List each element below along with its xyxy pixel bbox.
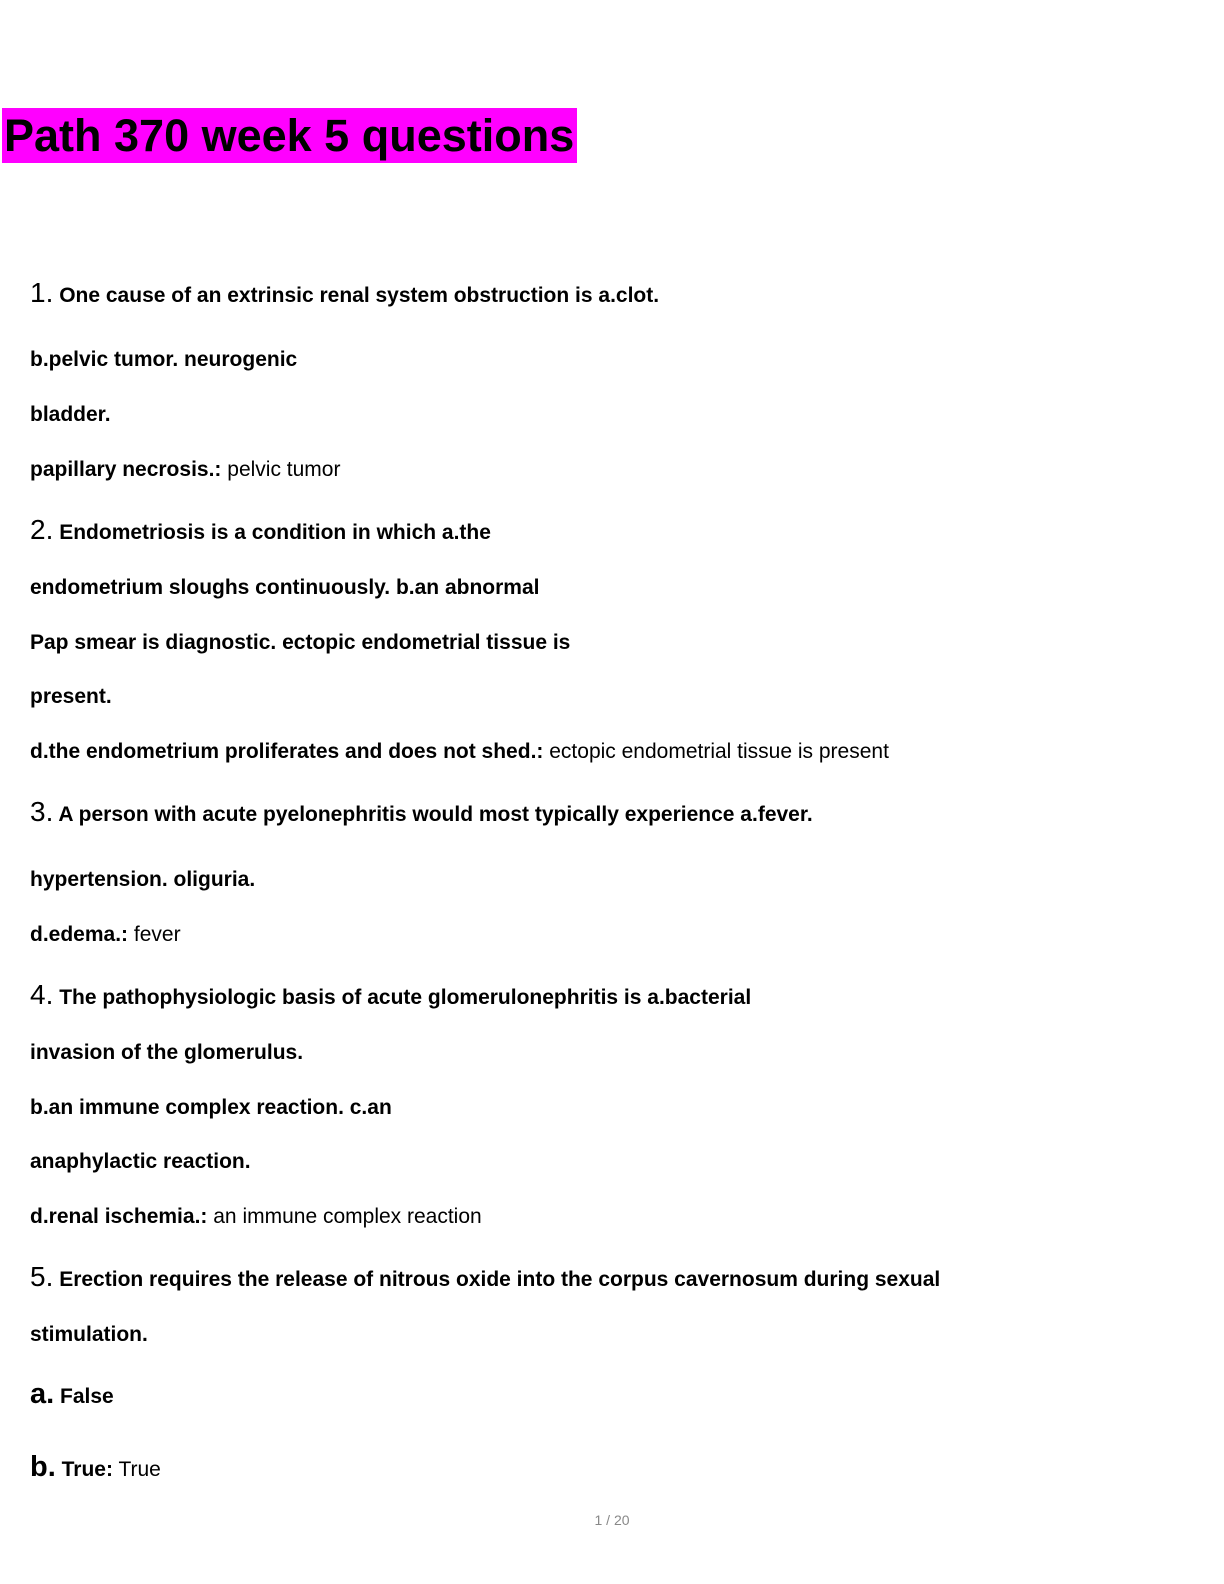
question-1-last-option: papillary necrosis.: [30, 458, 222, 481]
option-b-letter: b. [30, 1451, 56, 1483]
question-1-line: b.pelvic tumor. neurogenic [30, 348, 298, 371]
document-title: Path 370 week 5 questions [2, 108, 577, 163]
question-1-answer: pelvic tumor [227, 458, 341, 481]
question-4-answer-line [30, 1204, 482, 1230]
option-a-letter: a. [30, 1378, 55, 1410]
question-4-answer: an immune complex reaction [213, 1205, 482, 1228]
question-5-answer: True [118, 1458, 161, 1481]
question-2-line: Pap smear is diagnostic. ectopic endometrial tissue is [30, 631, 571, 654]
question-3-number: 3. [30, 796, 54, 827]
question-5-number: 5. [30, 1261, 54, 1292]
question-1-answer-line [30, 457, 340, 483]
question-1-text: One cause of an extrinsic renal system obstruction is a.clot. [59, 284, 660, 307]
question-1-line: bladder. [30, 403, 111, 426]
question-2-answer: ectopic endometrial tissue is present [549, 740, 889, 763]
question-5-text: Erection requires the release of nitrous oxide into the corpus cavernosum during sexual [59, 1268, 941, 1291]
question-3-last-option: d.edema.: [30, 923, 129, 946]
question-4-number: 4. [30, 979, 54, 1010]
question-2-answer-line [30, 739, 889, 765]
question-2-line: endometrium sloughs continuously. b.an abnormal [30, 576, 540, 599]
question-5-stem [30, 1261, 941, 1293]
question-1-number: 1. [30, 277, 54, 308]
question-5-option-b [30, 1451, 161, 1483]
question-2-number: 2. [30, 514, 54, 545]
question-3-stem [30, 796, 813, 828]
question-2-last-option: d.the endometrium proliferates and does not shed.: [30, 740, 544, 763]
option-b-text: True: [61, 1458, 113, 1481]
question-5-option-a [30, 1378, 114, 1410]
question-3-answer-line [30, 922, 181, 948]
question-1-stem [30, 277, 660, 309]
question-5-line: stimulation. [30, 1323, 148, 1346]
question-4-last-option: d.renal ischemia.: [30, 1205, 208, 1228]
option-a-text: False [60, 1385, 114, 1408]
question-2-line: present. [30, 685, 112, 708]
question-4-text: The pathophysiologic basis of acute glomerulonephritis is a.bacterial [59, 986, 752, 1009]
question-3-text: A person with acute pyelonephritis would most typically experience a.fever. [58, 803, 813, 826]
question-2-text: Endometriosis is a condition in which a.the [59, 521, 491, 544]
question-4-stem [30, 979, 752, 1011]
question-4-line: anaphylactic reaction. [30, 1150, 251, 1173]
page-indicator: 1 / 20 [594, 1512, 630, 1528]
question-4-line: b.an immune complex reaction. c.an [30, 1096, 392, 1119]
question-4-line: invasion of the glomerulus. [30, 1041, 304, 1064]
question-2-stem [30, 514, 491, 546]
question-3-line: hypertension. oliguria. [30, 868, 256, 891]
question-3-answer: fever [133, 923, 181, 946]
